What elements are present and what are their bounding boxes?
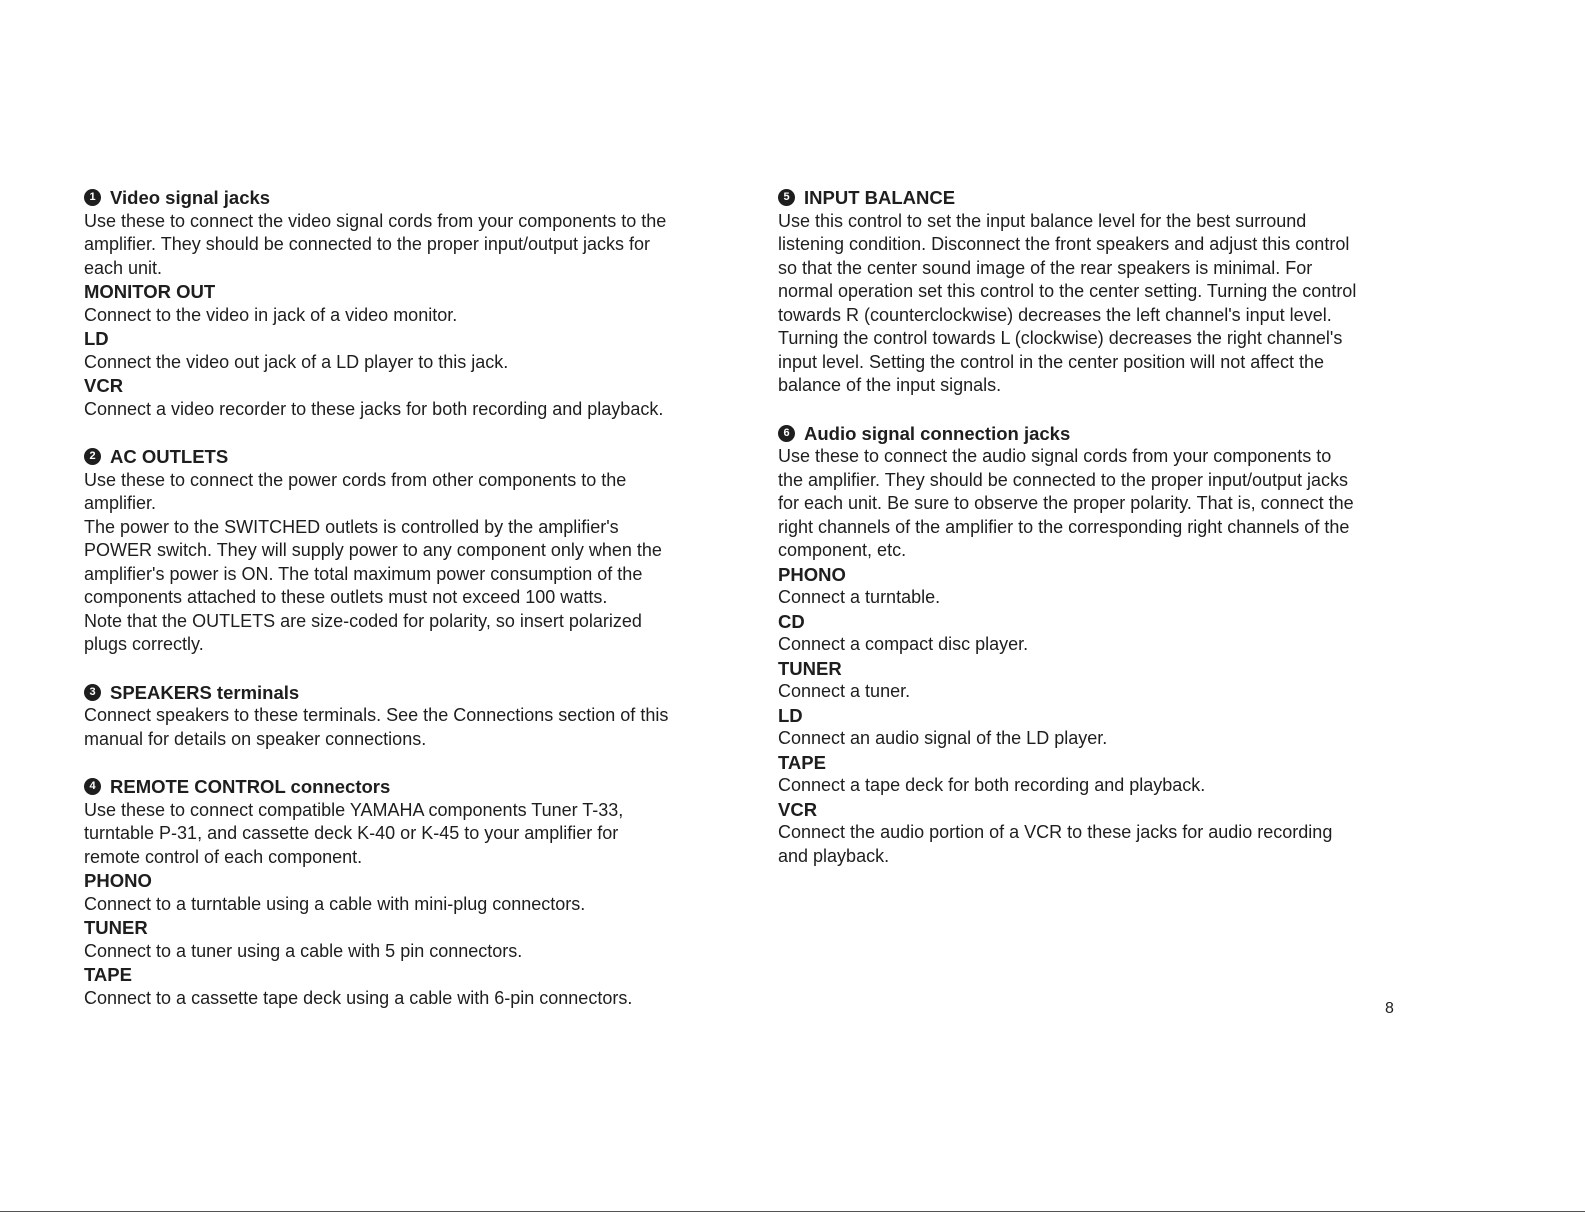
body-line: components attached to these outlets must not exceed 100 watts. <box>84 587 608 607</box>
subheading-phono: PHONO <box>778 563 846 585</box>
section-heading <box>84 186 734 210</box>
body-line: towards R (counterclockwise) decreases the left channel's input level. <box>778 304 1332 325</box>
section-remote-control-connectors <box>84 775 734 1010</box>
body-line: Use these to connect the audio signal cords from your components to <box>778 446 1332 466</box>
section-number-badge: 1 <box>84 189 101 206</box>
subheading-ld: LD <box>778 704 803 726</box>
body-line: input level. Setting the control in the center position will not affect the <box>778 351 1324 372</box>
page-bottom-rule <box>0 1211 1585 1212</box>
body-line: Connect to a tuner using a cable with 5 pin connectors. <box>84 940 523 961</box>
body-line: amplifier. <box>84 493 157 513</box>
section-ac-outlets <box>84 445 734 657</box>
body-line: The power to the SWITCHED outlets is controlled by the amplifier's <box>84 516 619 537</box>
body-line: Use these to connect compatible YAMAHA components Tuner T-33, <box>84 799 624 820</box>
body-line: Turning the control towards L (clockwise) decreases the right channel's <box>778 328 1343 348</box>
section-audio-signal-connection-jacks <box>778 422 1428 869</box>
body-line: plugs correctly. <box>84 634 204 654</box>
section-heading <box>84 681 734 705</box>
section-video-signal-jacks <box>84 186 734 421</box>
body-line: Use these to connect the power cords from other components to the <box>84 469 627 490</box>
subheading-tuner: TUNER <box>84 917 148 938</box>
section-title: Audio signal connection jacks <box>804 422 1071 444</box>
subheading-tape: TAPE <box>778 751 826 773</box>
section-input-balance <box>778 186 1428 398</box>
body-line: amplifier's power is ON. The total maximum power consumption of the <box>84 563 643 584</box>
body-line: Connect a tape deck for both recording and playback. <box>778 775 1206 795</box>
body-line: the amplifier. They should be connected to the proper input/output jacks <box>778 469 1349 490</box>
body-line: manual for details on speaker connections. <box>84 728 427 749</box>
section-title: AC OUTLETS <box>110 446 229 467</box>
body-line: Connect the audio portion of a VCR to these jacks for audio recording <box>778 822 1333 842</box>
section-heading <box>778 422 1428 446</box>
section-title: Video signal jacks <box>110 187 271 208</box>
section-number-badge: 4 <box>84 778 101 795</box>
body-line: Connect the video out jack of a LD player to this jack. <box>84 351 509 372</box>
section-speakers-terminals <box>84 681 734 752</box>
body-line: and playback. <box>778 845 890 866</box>
section-title: REMOTE CONTROL connectors <box>110 776 391 797</box>
body-line: component, etc. <box>778 540 907 560</box>
body-line: right channels of the amplifier to the corresponding right channels of the <box>778 516 1350 537</box>
subheading-vcr: VCR <box>84 375 124 396</box>
subheading-phono: PHONO <box>84 870 152 891</box>
right-column <box>778 186 1428 868</box>
body-line: remote control of each component. <box>84 846 363 867</box>
body-line: POWER switch. They will supply power to any component only when the <box>84 540 662 560</box>
body-line: Note that the OUTLETS are size-coded for polarity, so insert polarized <box>84 610 642 631</box>
body-line: Connect a compact disc player. <box>778 634 1029 654</box>
body-line: balance of the input signals. <box>778 375 1002 395</box>
body-line: Connect a turntable. <box>778 587 941 607</box>
left-column <box>84 186 734 1010</box>
subheading-cd: CD <box>778 610 805 632</box>
body-line: turntable P-31, and cassette deck K-40 or K-45 to your amplifier for <box>84 823 619 843</box>
body-line: Use these to connect the video signal cords from your components to the <box>84 210 667 231</box>
section-heading <box>778 186 1428 210</box>
section-title: SPEAKERS terminals <box>110 681 300 703</box>
section-number-badge: 2 <box>84 448 101 465</box>
section-heading <box>84 445 734 469</box>
section-heading <box>84 775 734 799</box>
page-number: 8 <box>1385 1000 1394 1017</box>
body-line: amplifier. They should be connected to the proper input/output jacks for <box>84 234 651 254</box>
subheading-tuner: TUNER <box>778 657 842 679</box>
body-line: each unit. <box>84 257 163 278</box>
body-line: Connect a video recorder to these jacks for both recording and playback. <box>84 398 664 419</box>
section-number-badge: 6 <box>778 425 795 442</box>
body-line: so that the center sound image of the rear speakers is minimal. For <box>778 257 1313 278</box>
body-line: Connect to a turntable using a cable with mini-plug connectors. <box>84 893 586 914</box>
subheading-tape: TAPE <box>84 964 132 985</box>
section-title: INPUT BALANCE <box>804 187 956 208</box>
subheading-ld: LD <box>84 328 109 349</box>
section-number-badge: 5 <box>778 189 795 206</box>
body-line: Connect to the video in jack of a video monitor. <box>84 304 458 325</box>
body-line: Connect to a cassette tape deck using a cable with 6-pin connectors. <box>84 987 633 1008</box>
body-line: normal operation set this control to the center setting. Turning the control <box>778 281 1357 301</box>
body-line: listening condition. Disconnect the front speakers and adjust this control <box>778 234 1350 254</box>
body-line: for each unit. Be sure to observe the proper polarity. That is, connect the <box>778 493 1354 513</box>
body-line: Connect an audio signal of the LD player. <box>778 728 1108 748</box>
body-line: Use this control to set the input balance level for the best surround <box>778 210 1307 231</box>
subheading-monitor-out: MONITOR OUT <box>84 281 216 302</box>
subheading-vcr: VCR <box>778 798 818 820</box>
section-number-badge: 3 <box>84 684 101 701</box>
body-line: Connect a tuner. <box>778 681 911 701</box>
body-line: Connect speakers to these terminals. See the Connections section of this <box>84 705 669 725</box>
